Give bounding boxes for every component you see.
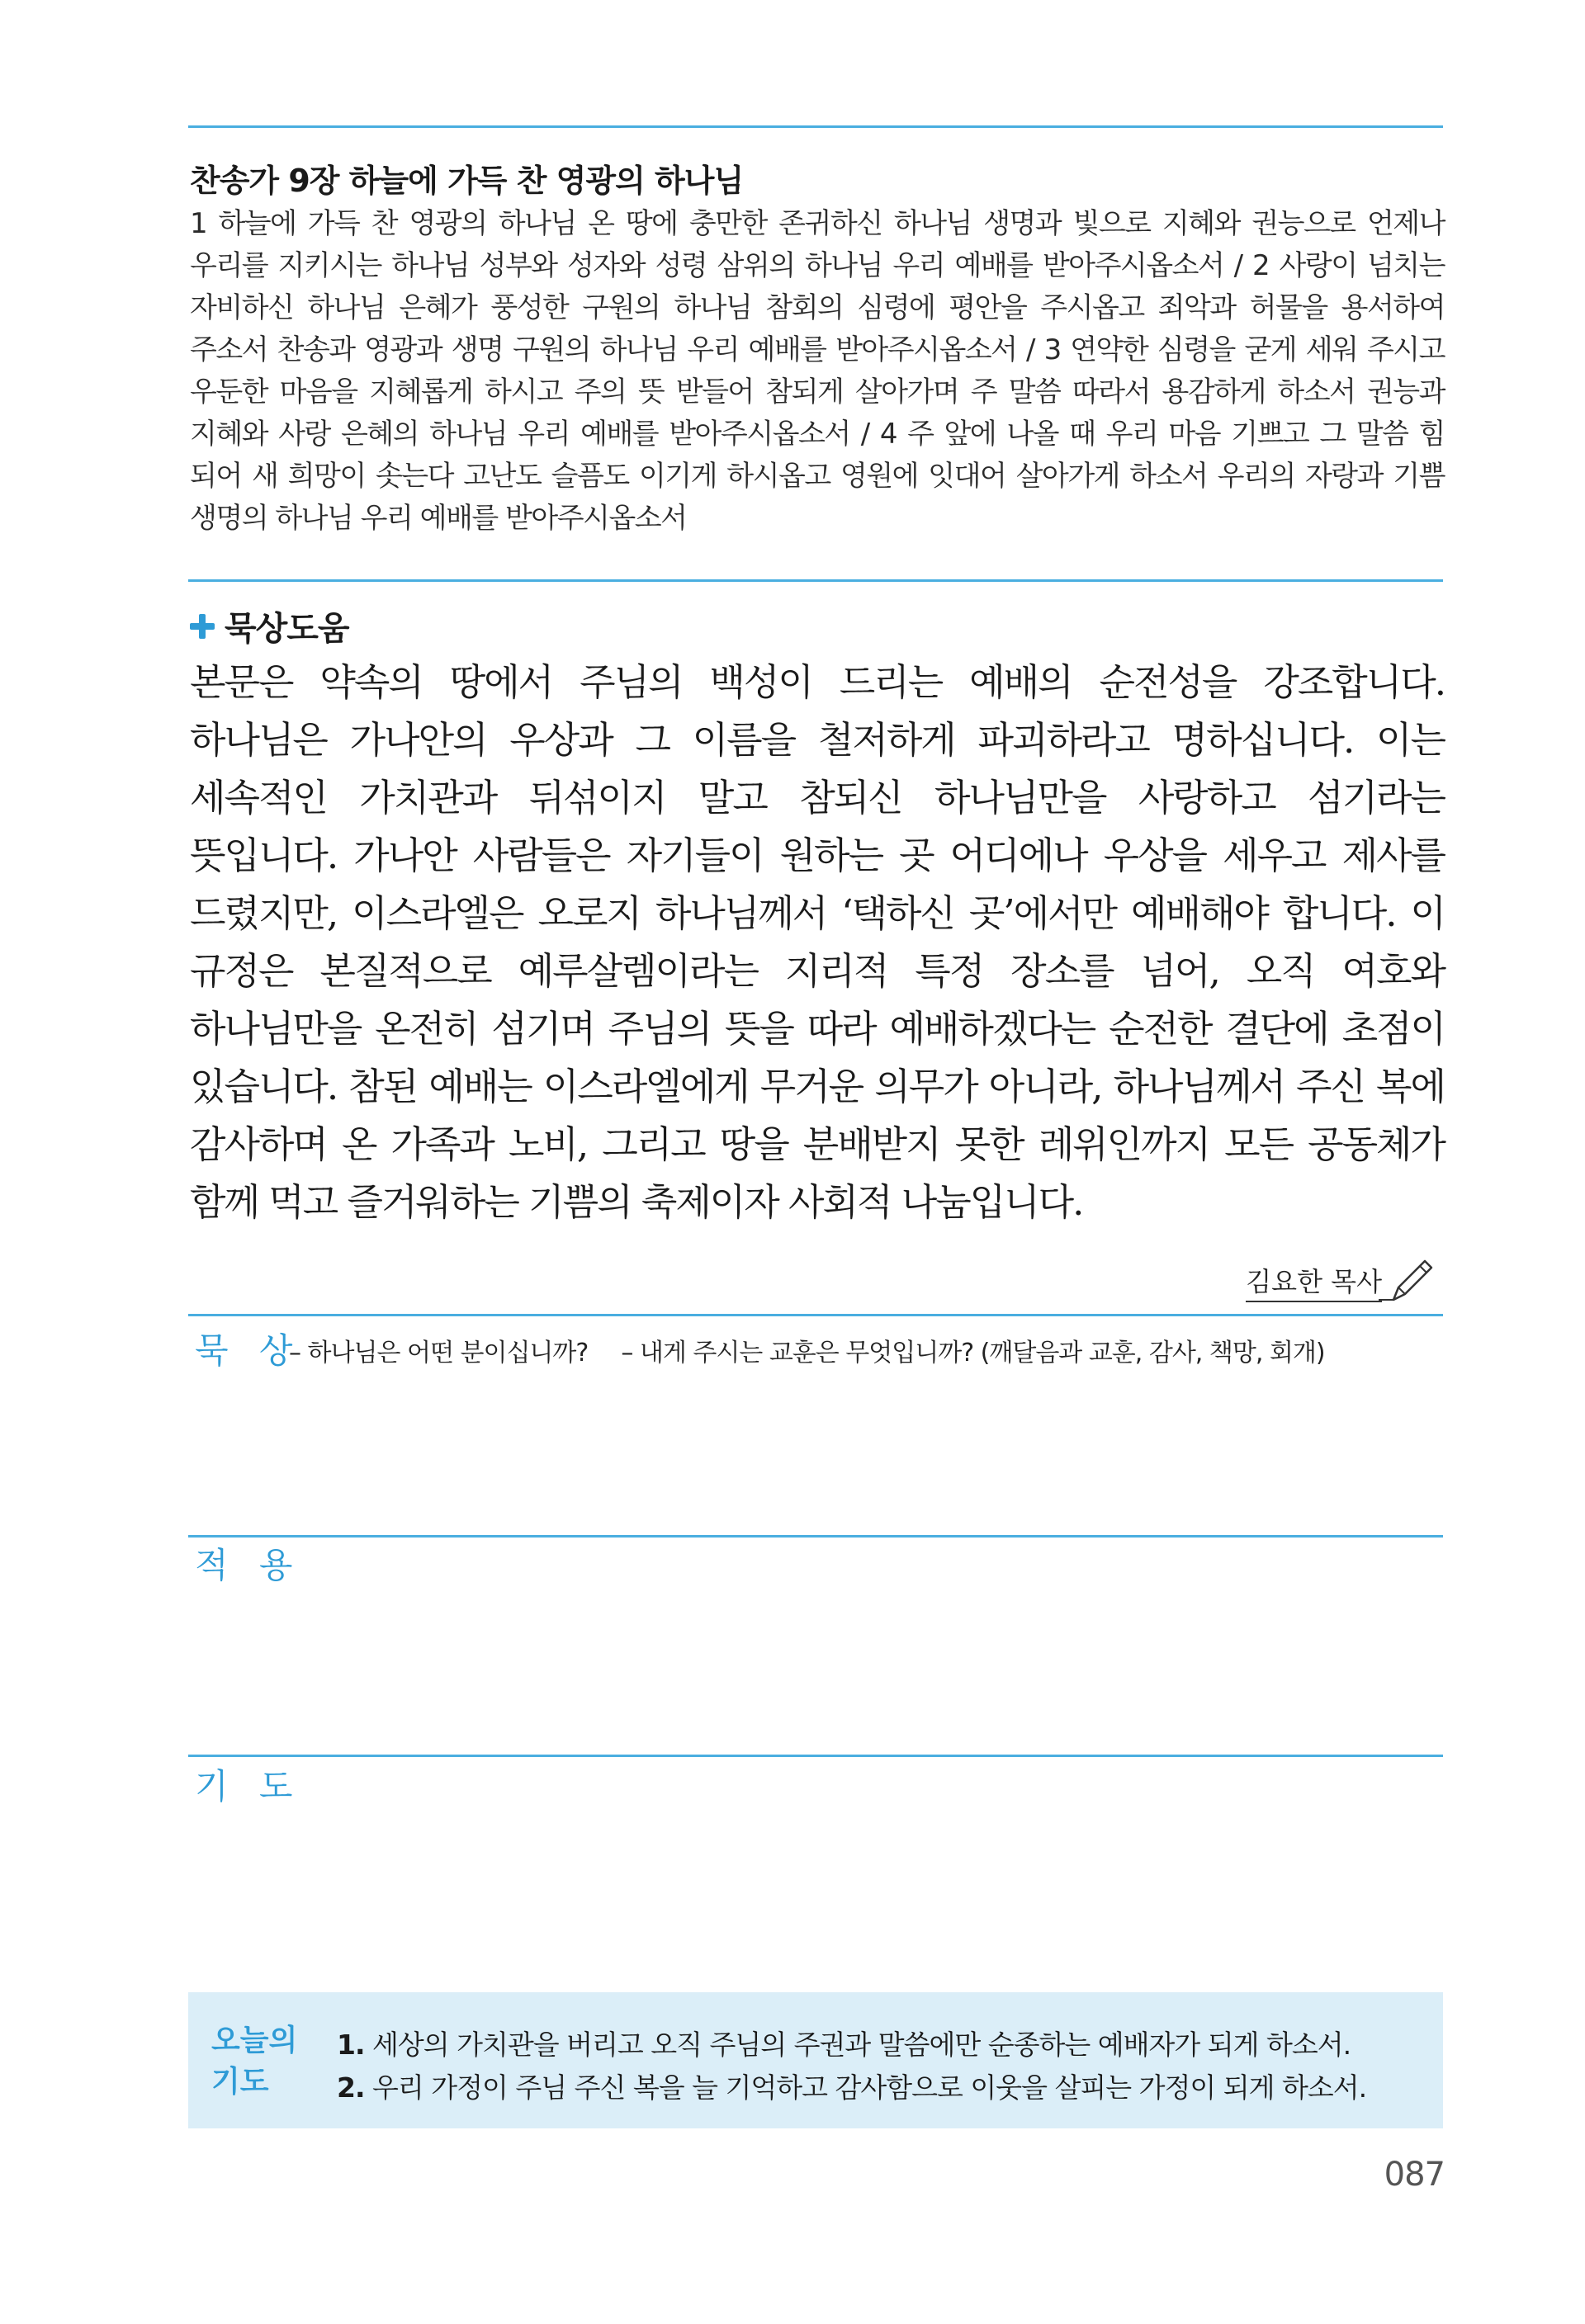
prayer-divider <box>188 1755 1443 1757</box>
today-prayer-item <box>337 2067 1366 2109</box>
prayer-label: 기 도 <box>195 1766 303 1807</box>
prayer-item-number: 1. <box>337 2029 365 2061</box>
plus-icon <box>190 614 215 639</box>
question-1: – 하나님은 어떤 분이십니까? <box>289 1339 589 1367</box>
prayer-item-text: 세상의 가치관을 버리고 오직 주님의 주권과 말씀에만 순종하는 예배자가 되게 하소서. <box>372 2029 1351 2061</box>
top-divider <box>188 125 1443 128</box>
application-divider <box>188 1535 1443 1538</box>
today-prayer-label-line2: 기도 <box>211 2065 269 2099</box>
today-prayer-list <box>337 2024 1366 2109</box>
author-signature <box>1246 1253 1436 1302</box>
today-prayer-item <box>337 2024 1366 2067</box>
prayer-item-text: 우리 가정이 주님 주신 복을 늘 기억하고 감사함으로 이웃을 살피는 가정이 되게 하소서. <box>372 2071 1367 2104</box>
hymn-title: 찬송가 9장 하늘에 가득 찬 영광의 하나님 <box>190 163 744 199</box>
pencil-icon <box>1379 1253 1436 1302</box>
prayer-item-number: 2. <box>337 2071 365 2104</box>
page-number: 087 <box>1384 2156 1445 2194</box>
today-prayer-box <box>188 1992 1443 2128</box>
today-prayer-label-line1: 오늘의 <box>211 2024 298 2057</box>
today-prayer-label <box>211 2020 302 2103</box>
reflection-label: 묵 상 <box>195 1330 303 1371</box>
hymn-divider <box>188 579 1443 582</box>
application-label: 적 용 <box>195 1545 303 1585</box>
question-2: – 내게 주시는 교훈은 무엇입니까? (깨달음과 교훈, 감사, 책망, 회개) <box>621 1339 1325 1367</box>
reflection-questions <box>289 1332 1358 1368</box>
hymn-lyrics: 1 하늘에 가득 찬 영광의 하나님 온 땅에 충만한 존귀하신 하나님 생명과 빛으로 지혜와 권능으로 언제나 우리를 지키시는 하나님 성부와 성자와 성령 삼위의 하나님 우리 예배를 받아주시옵소서 / 2 사랑이 넘치는 자비하신 하나님 은혜가 풍성한 구원의 하나님 참회의 심령에 평안을 주시옵고 죄악과 허물을 용서하여 주소서 찬송과 영광과 생명 구원의 하나님 우리 예배를 받아주시옵소서 / 3 연약한 심령을 굳게 세워 주시고 우둔한 마음을 지혜롭게 하시고 주의 뜻 받들어 참되게 살아가며 주 말씀 따라서 용감하게 하소서 권능과 지혜와 사랑 은혜의 하나님 우리 예배를 받아주시옵소서 / 4 주 앞에 나올 때 우리 마음 기쁘고 그 말씀 힘 되어 새 희망이 솟는다 고난도 슬픔도 이기게 하시옵고 영원에 잇대어 살아가게 하소서 우리의 자랑과 기쁨 생명의 하나님 우리 예배를 받아주시옵소서 <box>190 207 1445 535</box>
meditation-heading <box>190 602 349 649</box>
reflection-divider <box>188 1314 1443 1316</box>
meditation-body: 본문은 약속의 땅에서 주님의 백성이 드리는 예배의 순전성을 강조합니다. 하나님은 가나안의 우상과 그 이름을 철저하게 파괴하라고 명하십니다. 이는 세속적인 가치관과 뒤섞이지 말고 참되신 하나님만을 사랑하고 섬기라는 뜻입니다. 가나안 사람들은 자기들이 원하는 곳 어디에나 우상을 세우고 제사를 드렸지만, 이스라엘은 오로지 하나님께서 ‘택하신 곳’에서만 예배해야 합니다. 이 규정은 본질적으로 예루살렘이라는 지리적 특정 장소를 넘어, 오직 여호와 하나님만을 온전히 섬기며 주님의 뜻을 따라 예배하겠다는 순전한 결단에 초점이 있습니다. 참된 예배는 이스라엘에게 무거운 의무가 아니라, 하나님께서 주신 복에 감사하며 온 가족과 노비, 그리고 땅을 분배받지 못한 레위인까지 모든 공동체가 함께 먹고 즐거워하는 기쁨의 축제이자 사회적 나눔입니다. <box>190 660 1445 1224</box>
author-name: 김요한 목사 <box>1246 1261 1382 1302</box>
meditation-heading-text: 묵상도움 <box>225 610 349 648</box>
